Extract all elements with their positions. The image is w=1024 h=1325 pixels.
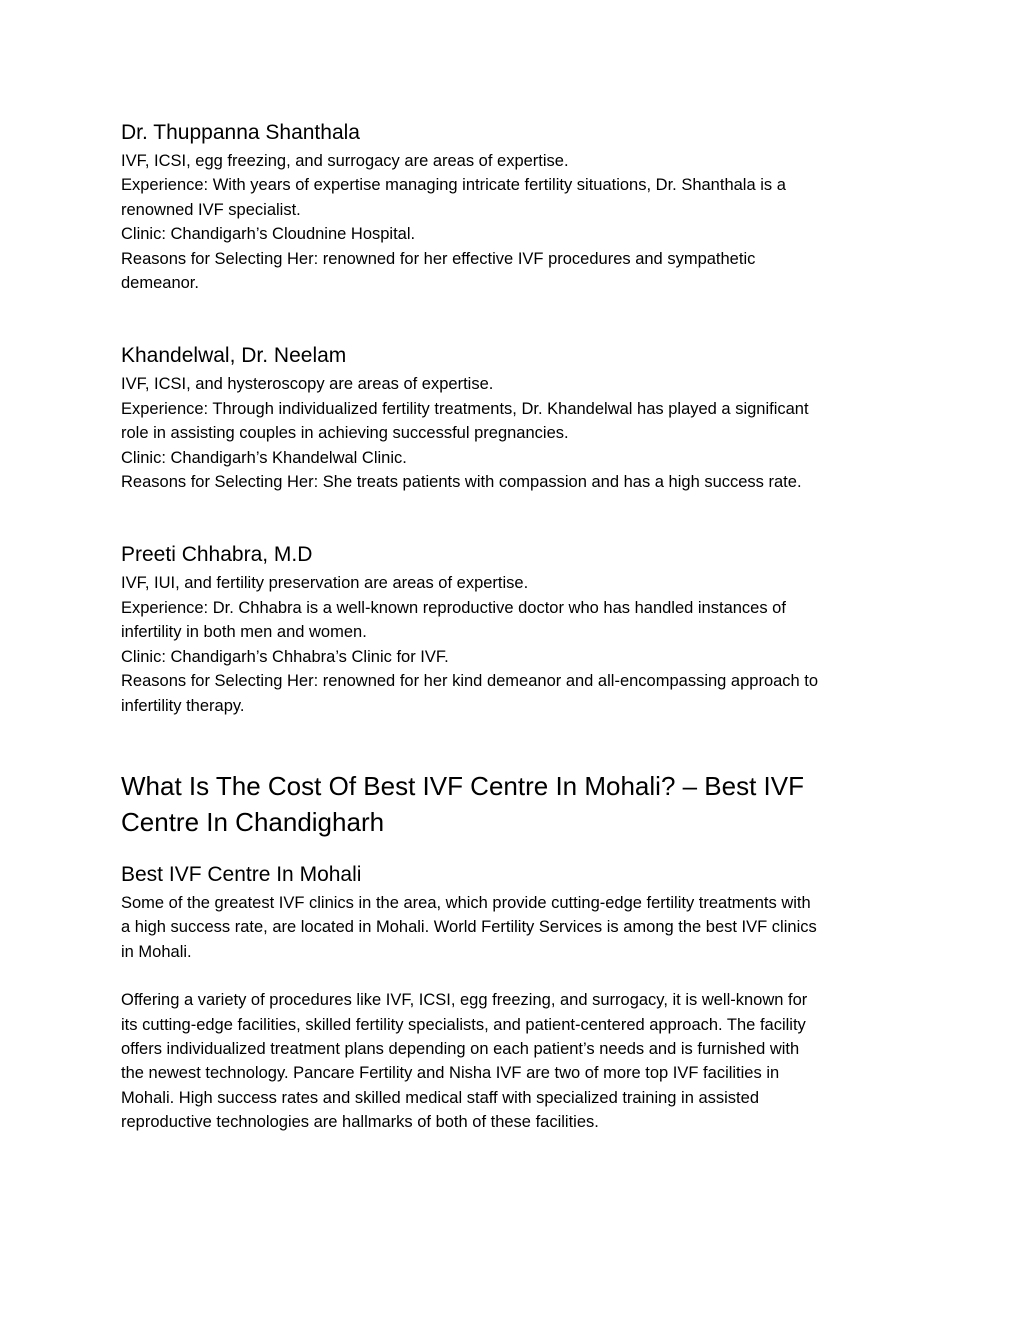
doctor-expertise: IVF, ICSI, egg freezing, and surrogacy are areas of expertise. (121, 152, 569, 170)
spacer (121, 494, 911, 540)
document-page (121, 118, 911, 1135)
doctor-expertise: IVF, ICSI, and hysteroscopy are areas of expertise. (121, 375, 494, 394)
doctor-experience-cont: role in assisting couples in achieving successful pregnancies. (121, 424, 569, 443)
doctor-reasons: Reasons for Selecting Her: renowned for her effective IVF procedures and sympathetic (121, 249, 756, 268)
doctor-entry (121, 341, 911, 494)
paragraph-1 (121, 891, 911, 964)
doctor-reasons: Reasons for Selecting Her: renowned for her kind demeanor and all-encompassing approach to (121, 672, 819, 691)
doctor-experience-cont: infertility in both men and women. (121, 623, 367, 642)
subheading: Best IVF Centre In Mohali (121, 862, 362, 886)
section-title-line1: What Is The Cost Of Best IVF Centre In Mohali? – Best IVF (121, 770, 805, 801)
doctor-experience: Experience: With years of expertise managing intricate fertility situations, Dr. Shanthala is a (121, 176, 786, 195)
spacer (121, 718, 911, 768)
spacer (121, 840, 911, 860)
paragraph-line: Offering a variety of procedures like IVF, ICSI, egg freezing, and surrogacy, it is well-known for (121, 991, 808, 1010)
doctor-experience-cont: renowned IVF specialist. (121, 200, 301, 219)
paragraph-line: Some of the greatest IVF clinics in the area, which provide cutting-edge fertility treatments with (121, 893, 811, 912)
paragraph-line: a high success rate, are located in Mohali. World Fertility Services is among the best IVF clinics (121, 918, 817, 937)
paragraph-2 (121, 988, 911, 1134)
doctor-reasons: Reasons for Selecting Her: She treats patients with compassion and has a high success rate. (121, 473, 802, 492)
paragraph-line: its cutting-edge facilities, skilled fertility specialists, and patient-centered approach. The facility (121, 1015, 806, 1034)
doctor-experience: Experience: Through individualized fertility treatments, Dr. Khandelwal has played a significant (121, 399, 809, 418)
paragraph-line: offers individualized treatment plans depending on each patient’s needs and is furnished with (121, 1039, 800, 1058)
doctor-clinic: Clinic: Chandigarh’s Chhabra’s Clinic for IVF. (121, 647, 449, 666)
doctor-reasons-cont: demeanor. (121, 274, 199, 293)
doctor-entry (121, 540, 911, 717)
paragraph-line: reproductive technologies are hallmarks of both of these facilities. (121, 1113, 599, 1132)
paragraph-line: in Mohali. (121, 942, 192, 961)
doctor-entry (121, 118, 911, 295)
paragraph-line: Mohali. High success rates and skilled medical staff with specialized training in assisted (121, 1088, 759, 1107)
spacer (121, 964, 911, 988)
paragraph-line: the newest technology. Pancare Fertility and Nisha IVF are two of more top IVF facilities in (121, 1064, 780, 1083)
doctor-name: Dr. Thuppanna Shanthala (121, 121, 360, 144)
doctor-reasons-cont: infertility therapy. (121, 696, 245, 715)
section-title-line2: Centre In Chandigharh (121, 806, 385, 837)
doctor-expertise: IVF, IUI, and fertility preservation are areas of expertise. (121, 574, 529, 593)
doctor-name: Khandelwal, Dr. Neelam (121, 344, 347, 368)
spacer (121, 295, 911, 341)
doctor-clinic: Clinic: Chandigarh’s Khandelwal Clinic. (121, 448, 407, 467)
doctor-experience: Experience: Dr. Chhabra is a well-known reproductive doctor who has handled instances of (121, 598, 786, 617)
doctor-name: Preeti Chhabra, M.D (121, 543, 313, 567)
doctor-clinic: Clinic: Chandigarh’s Cloudnine Hospital. (121, 225, 416, 244)
cost-section (121, 768, 911, 1135)
